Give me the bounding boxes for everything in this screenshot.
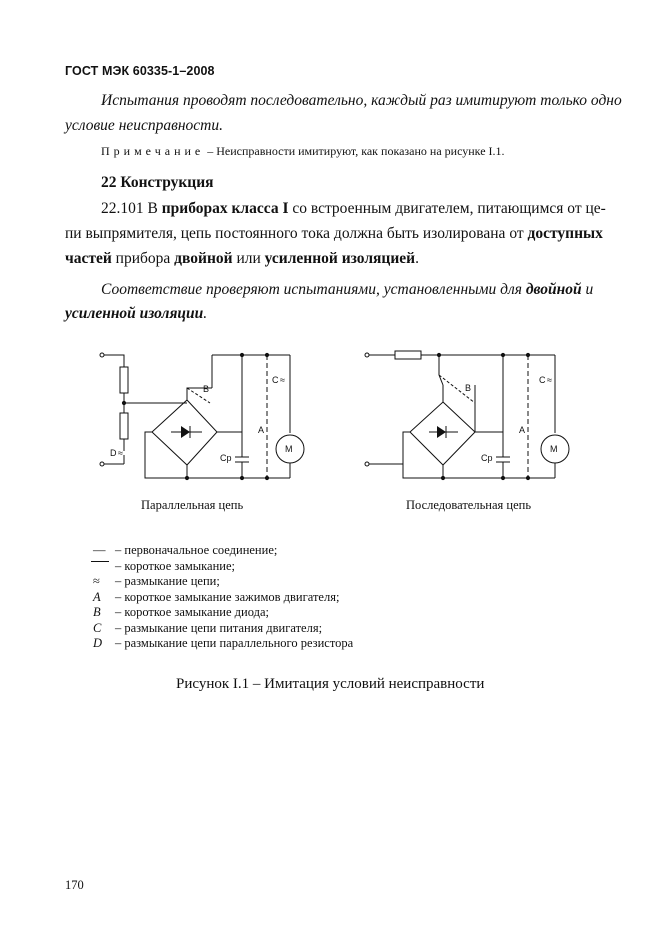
compliance-line-2 (65, 303, 207, 325)
legend-symbol: B (93, 605, 101, 619)
legend-text: – короткое замыкание диода; (115, 605, 269, 619)
legend-row (93, 605, 423, 621)
parallel-caption: Параллельная цепь (141, 498, 244, 512)
clause-line-2 (65, 223, 603, 245)
term-reinforced: усиленной изоляцией (264, 250, 416, 267)
legend-text: – размыкание цепи параллельного резистора (115, 636, 354, 650)
label-c: C (539, 375, 546, 385)
term-reinforced: усиленной изоляции (65, 305, 204, 322)
compliance-text: и (581, 281, 594, 298)
figure-caption: Рисунок I.1 – Имитация условий неисправности (176, 676, 485, 692)
legend-row (93, 543, 423, 559)
clause-line-3 (65, 248, 419, 270)
legend-symbol: — (93, 543, 106, 557)
document-header: ГОСТ МЭК 60335-1–2008 (65, 64, 215, 78)
legend (93, 543, 423, 652)
note (101, 144, 505, 159)
legend-text: – размыкание цепи питания двигателя; (115, 620, 323, 635)
term-double: двойной (174, 250, 233, 267)
note-label: Примечание (101, 144, 205, 158)
legend-text: – короткое замыкание зажимов двигателя; (115, 589, 340, 604)
label-d: D (110, 448, 117, 458)
legend-symbol: C (93, 620, 102, 635)
label-b: B (203, 384, 210, 394)
label-m: M (285, 444, 293, 454)
clause-text: . (415, 250, 419, 267)
term-class-i: приборах класса I (161, 200, 289, 217)
label-c-approx: ≈ (280, 375, 285, 385)
legend-row (93, 590, 423, 606)
intro-line-1: Испытания проводят последовательно, каждый раз имитируют только одно (101, 92, 622, 109)
term-accessible: доступных (527, 225, 603, 242)
legend-symbol: D (93, 636, 103, 650)
legend-text: – короткое замыкание; (115, 558, 236, 573)
label-m: M (550, 444, 558, 454)
clause-text: 22.101 В (101, 200, 162, 217)
legend-text: – размыкание цепи; (115, 574, 220, 588)
note-text: – Неисправности имитируют, как показано на рисунке I.1. (204, 144, 505, 158)
label-c-approx: ≈ (547, 375, 552, 385)
page-number: 170 (65, 878, 84, 892)
label-d-approx: ≈ (118, 448, 123, 458)
label-a: A (519, 425, 526, 435)
legend-row (93, 559, 423, 575)
legend-row (93, 636, 423, 652)
series-caption: Последовательная цепь (406, 498, 532, 512)
term-double: двойной (525, 281, 582, 298)
label-c: C (272, 375, 279, 385)
parallel-circuit-diagram (90, 345, 310, 490)
compliance-line-1 (101, 279, 593, 301)
series-circuit-diagram (355, 345, 580, 490)
legend-row (93, 574, 423, 590)
legend-symbol: A (93, 589, 101, 604)
clause-text: пи выпрямителя, цепь постоянного тока должна быть изолирована от (65, 225, 528, 242)
legend-row (93, 621, 423, 637)
compliance-text: . (203, 305, 208, 322)
clause-text: или (232, 250, 265, 267)
clause-text: со встроенным двигателем, питающимся от це- (288, 200, 606, 217)
legend-symbol: ≈ (93, 574, 100, 588)
compliance-text: Соответствие проверяют испытаниями, установленными для (101, 281, 526, 298)
label-cp: Cp (481, 453, 493, 463)
label-b: B (465, 383, 472, 393)
label-a: A (258, 425, 265, 435)
section-title: 22 Конструкция (101, 174, 214, 191)
term-parts: частей (65, 250, 112, 267)
clause-text: прибора (111, 250, 175, 267)
legend-text: – первоначальное соединение; (115, 543, 278, 557)
clause-line-1 (101, 198, 606, 220)
label-cp: Cp (220, 453, 232, 463)
intro-line-2: условие неисправности. (65, 117, 224, 134)
